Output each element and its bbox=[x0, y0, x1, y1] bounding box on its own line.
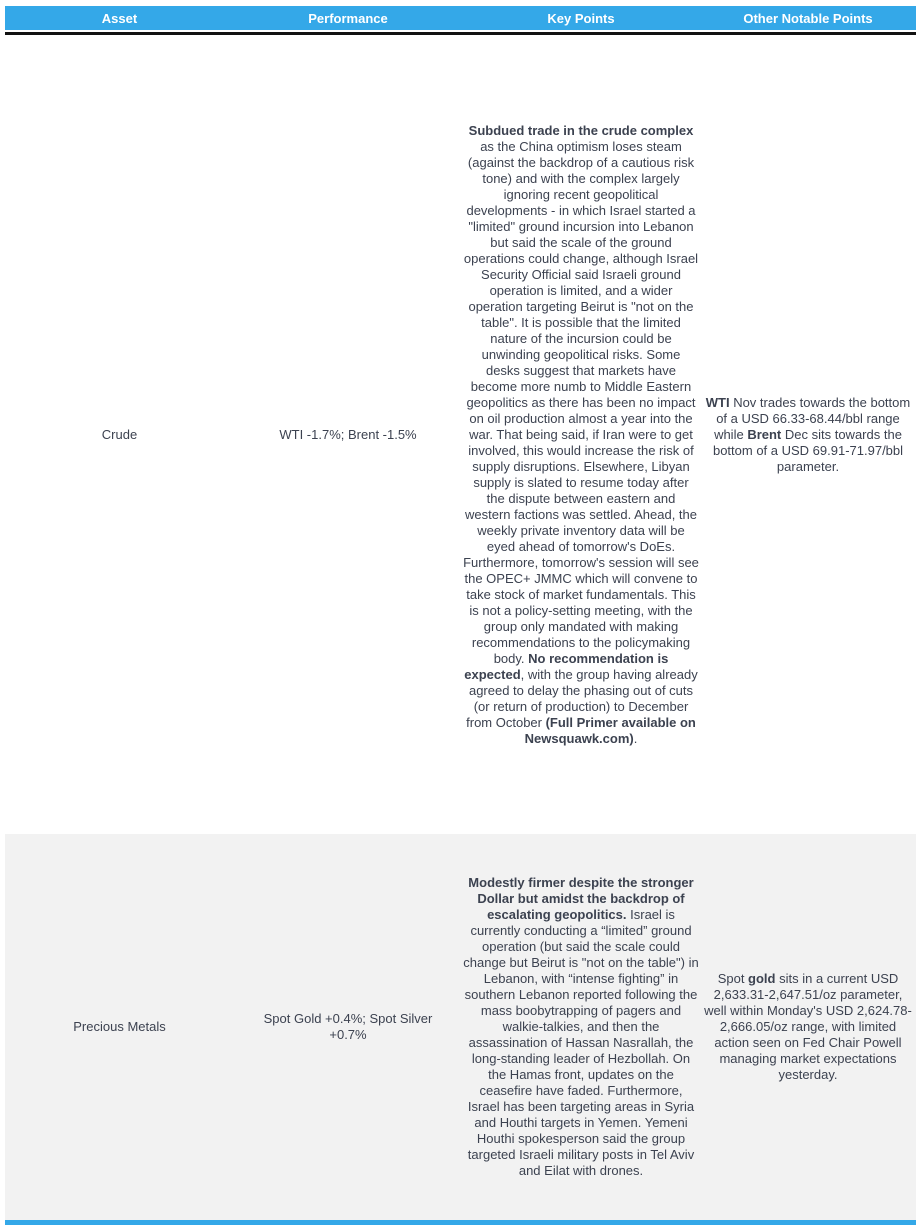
performance-cell bbox=[234, 35, 462, 834]
asset-cell bbox=[5, 834, 234, 1220]
asset-cell bbox=[5, 35, 234, 834]
other-notable-points-cell bbox=[700, 35, 916, 834]
header-cell-key-points: Key Points bbox=[547, 10, 615, 26]
key-points-cell bbox=[462, 35, 700, 834]
other-notable-points-text: Spot gold sits in a current USD 2,633.31-2,647.51/oz parameter, well within Monday's USD 2,624.78-2,666.05/oz range, with limited action seen on Fed Chair Powell managing market expectations yesterday. bbox=[704, 971, 912, 1082]
next-section-header-edge bbox=[5, 1220, 916, 1225]
performance-cell bbox=[234, 834, 462, 1220]
performance-value: WTI -1.7%; Brent -1.5% bbox=[279, 426, 417, 442]
table-row-precious-metals bbox=[5, 834, 916, 1220]
table-header-row bbox=[5, 6, 916, 30]
performance-value: Spot Gold +0.4%; Spot Silver +0.7% bbox=[263, 1011, 433, 1042]
other-notable-points-cell bbox=[700, 834, 916, 1220]
key-points-text: Modestly firmer despite the stronger Dollar but amidst the backdrop of escalating geopolitics. Israel is currently conducting a “limited” ground operation (but said the scale could change but Beirut is "not on the table") in Lebanon, with “intense fighting” in southern Lebanon reported following the mass boobytrapping of pagers and walkie-talkies, and then the assassination of Hassan Nasrallah, the long-standing leader of Hezbollah. On the Hamas front, updates on the ceasefire have faded. Furthermore, Israel has been targeting areas in Syria and Houthi targets in Yemen. Yemeni Houthi spokesperson said the group targeted Israeli military posts in Tel Aviv and Eilat with drones. bbox=[463, 875, 699, 1178]
header-cell-other-notable-points: Other Notable Points bbox=[743, 10, 873, 26]
other-notable-points-text: WTI Nov trades towards the bottom of a USD 66.33-68.44/bbl range while Brent Dec sits towards the bottom of a USD 69.91-71.97/bbl parameter. bbox=[705, 394, 911, 474]
header-cell-performance: Performance bbox=[308, 10, 388, 26]
table-row-crude bbox=[5, 35, 916, 834]
asset-label: Crude bbox=[101, 426, 138, 442]
key-points-cell bbox=[462, 834, 700, 1220]
header-cell-asset: Asset bbox=[101, 10, 138, 26]
key-points-text: Subdued trade in the crude complex as the China optimism loses steam (against the backdrop of a cautious risk tone) and with the complex largely ignoring recent geopolitical developments - in which Israel started a "limited" ground incursion into Lebanon but said the scale of the ground operations could change, although Israel Security Official said Israeli ground operation is limited, and a wider operation targeting Beirut is "not on the table". It is possible that the limited nature of the incursion could be unwinding geopolitical risks. Some desks suggest that markets have become more numb to Middle Eastern geopolitics as there has been no impact on oil production almost a year into the war. That being said, if Iran were to get involved, this would increase the risk of supply disruptions. Elsewhere, Libyan supply is slated to resume today after the dispute between eastern and western factions was settled. Ahead, the weekly private inventory data will be eyed ahead of tomorrow's DoEs. Furthermore, tomorrow's session will see the OPEC+ JMMC which will convene to take stock of market fundamentals. This is not a policy-setting meeting, with the group only mandated with making recommendations to the policymaking body. No recommendation is expected, with the group having already agreed to delay the phasing out of cuts (or return of production) to December from October (Full Primer available on Newsquawk.com). bbox=[463, 122, 699, 746]
asset-label: Precious Metals bbox=[73, 1019, 166, 1034]
